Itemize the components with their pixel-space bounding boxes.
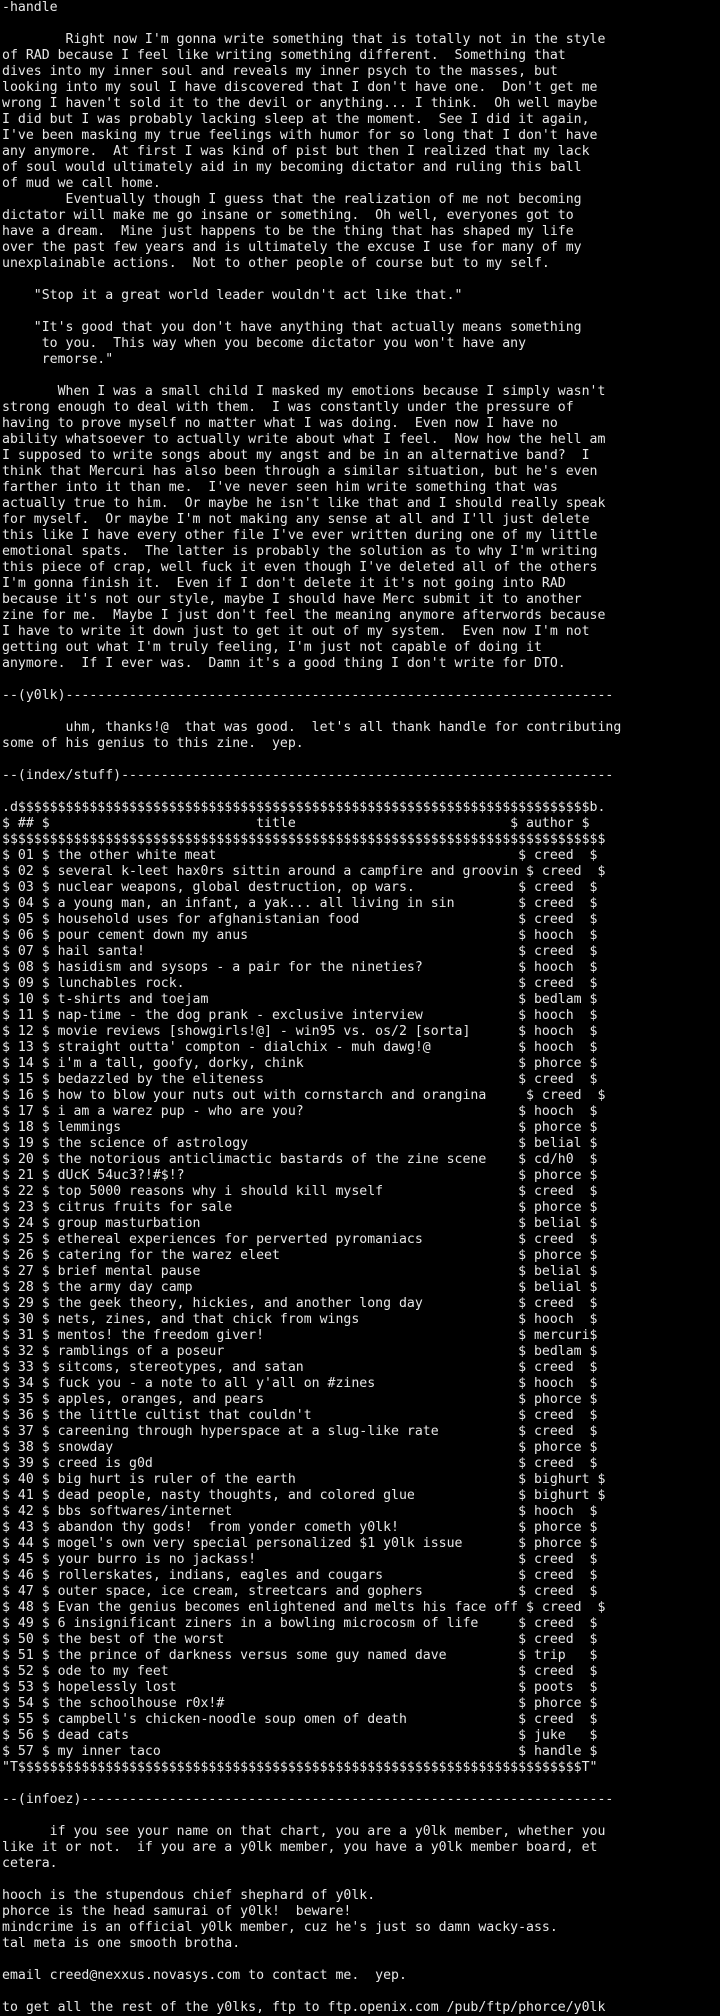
index-table-row: $ 48 $ Evan the genius becomes enlightened and melts his face off $ creed $ bbox=[2, 1600, 606, 1615]
text-line: like it or not. if you are a y0lk member, you have a y0lk member board, et bbox=[2, 1840, 598, 1855]
index-table-row: $ 52 $ ode to my feet $ creed $ bbox=[2, 1664, 598, 1679]
index-table-row: $ 49 $ 6 insignificant ziners in a bowling microcosm of life $ creed $ bbox=[2, 1616, 598, 1631]
index-table-row: $ 23 $ citrus fruits for sale $ phorce $ bbox=[2, 1200, 598, 1215]
index-table-row: $ 55 $ campbell's chicken-noodle soup omen of death $ creed $ bbox=[2, 1712, 598, 1727]
text-line: cetera. bbox=[2, 1856, 58, 1871]
text-line: strong enough to deal with them. I was constantly under the pressure of bbox=[2, 400, 574, 415]
text-line: Eventually though I guess that the realization of me not becoming bbox=[2, 192, 582, 207]
text-line bbox=[2, 672, 720, 688]
text-line: dictator will make me go insane or something. Oh well, everyones got to bbox=[2, 208, 574, 223]
text-line: zine for me. Maybe I just don't feel the meaning anymore afterwords because bbox=[2, 608, 606, 623]
index-table-row: $ 18 $ lemmings $ phorce $ bbox=[2, 1120, 598, 1135]
text-line: When I was a small child I masked my emotions because I simply wasn't bbox=[2, 384, 606, 399]
index-table-row: $ 04 $ a young man, an infant, a yak... all living in sin $ creed $ bbox=[2, 896, 598, 911]
index-table-row: $ 13 $ straight outta' compton - dialchix - muh dawg!@ $ hooch $ bbox=[2, 1040, 598, 1055]
index-table-row: $ 53 $ hopelessly lost $ poots $ bbox=[2, 1680, 598, 1695]
index-table-row: $ 41 $ dead people, nasty thoughts, and colored glue $ bighurt $ bbox=[2, 1488, 606, 1503]
text-line: dives into my inner soul and reveals my inner psych to the masses, but bbox=[2, 64, 558, 79]
text-line bbox=[2, 704, 720, 720]
text-line: this like I have every other file I've ever written during one of my little bbox=[2, 528, 598, 543]
index-table-row: $ 05 $ household uses for afghanistanian food $ creed $ bbox=[2, 912, 598, 927]
text-line: $$$$$$$$$$$$$$$$$$$$$$$$$$$$$$$$$$$$$$$$$$$$$$$$$$$$$$$$$$$$$$$$$$$$$$$$$$$$ bbox=[2, 832, 606, 847]
text-line bbox=[2, 784, 720, 800]
text-line: I supposed to write songs about my angst and be in an alternative band? I bbox=[2, 448, 590, 463]
index-table-row: $ 24 $ group masturbation $ belial $ bbox=[2, 1216, 598, 1231]
index-table-row: $ 43 $ abandon thy gods! from yonder cometh y0lk! $ phorce $ bbox=[2, 1520, 598, 1535]
text-line bbox=[2, 368, 720, 384]
index-table-row: $ 56 $ dead cats $ juke $ bbox=[2, 1728, 598, 1743]
text-line: any anymore. At first I was kind of pist but then I realized that my lack bbox=[2, 144, 590, 159]
text-line: Right now I'm gonna write something that is totally not in the style bbox=[2, 32, 606, 47]
text-line: over the past few years and is ultimately the excuse I use for many of my bbox=[2, 240, 582, 255]
text-line: unexplainable actions. Not to other people of course but to my self. bbox=[2, 256, 550, 271]
index-table-row: $ 26 $ catering for the warez eleet $ phorce $ bbox=[2, 1248, 598, 1263]
text-line: looking into my soul I have discovered that I don't have one. Don't get me bbox=[2, 80, 598, 95]
index-table-row: $ 07 $ hail santa! $ creed $ bbox=[2, 944, 598, 959]
text-line bbox=[2, 1776, 720, 1792]
text-line: "T$$$$$$$$$$$$$$$$$$$$$$$$$$$$$$$$$$$$$$$$$$$$$$$$$$$$$$$$$$$$$$$$$$$$$$$T" bbox=[2, 1760, 598, 1775]
index-table-row: $ 01 $ the other white meat $ creed $ bbox=[2, 848, 598, 863]
text-line: "Stop it a great world leader wouldn't act like that." bbox=[2, 288, 463, 303]
text-line: --(index/stuff)-------------------------------------------------------------- bbox=[2, 768, 614, 783]
index-table-row: $ 19 $ the science of astrology $ belial $ bbox=[2, 1136, 598, 1151]
text-line: phorce is the head samurai of y0lk! beware! bbox=[2, 1904, 352, 1919]
index-table-row: $ 40 $ big hurt is ruler of the earth $ bighurt $ bbox=[2, 1472, 606, 1487]
index-table-row: $ 42 $ bbs softwares/internet $ hooch $ bbox=[2, 1504, 598, 1519]
text-line: because it's not our style, maybe I should have Merc submit it to another bbox=[2, 592, 582, 607]
text-line: ability whatsoever to actually write about what I feel. Now how the hell am bbox=[2, 432, 606, 447]
index-table-row: $ 22 $ top 5000 reasons why i should kill myself $ creed $ bbox=[2, 1184, 598, 1199]
index-table-row: $ 54 $ the schoolhouse r0x!# $ phorce $ bbox=[2, 1696, 598, 1711]
index-table-row: $ 32 $ ramblings of a poseur $ bedlam $ bbox=[2, 1344, 598, 1359]
text-line bbox=[2, 16, 720, 32]
index-table-row: $ 03 $ nuclear weapons, global destruction, op wars. $ creed $ bbox=[2, 880, 598, 895]
text-line: anymore. If I ever was. Damn it's a good thing I don't write for DTO. bbox=[2, 656, 566, 671]
text-line: --(y0lk)--------------------------------------------------------------------- bbox=[2, 688, 614, 703]
text-line: if you see your name on that chart, you are a y0lk member, whether you bbox=[2, 1824, 606, 1839]
index-table-row: $ 57 $ my inner taco $ handle $ bbox=[2, 1744, 598, 1759]
index-table-row: $ 15 $ bedazzled by the eliteness $ creed $ bbox=[2, 1072, 598, 1087]
index-table-row: $ 34 $ fuck you - a note to all y'all on #zines $ hooch $ bbox=[2, 1376, 598, 1391]
text-line bbox=[2, 1984, 720, 2000]
text-line: farther into it than me. I've never seen him write something that was bbox=[2, 480, 558, 495]
index-table-row: $ 06 $ pour cement down my anus $ hooch $ bbox=[2, 928, 598, 943]
text-line: actually true to him. Or maybe he isn't like that and I should really speak bbox=[2, 496, 606, 511]
text-line: to get all the rest of the y0lks, ftp to ftp.openix.com /pub/ftp/phorce/y0lk bbox=[2, 2000, 606, 2015]
index-table-row: $ 38 $ snowday $ phorce $ bbox=[2, 1440, 598, 1455]
index-table-row: $ 31 $ mentos! the freedom giver! $ mercuri$ bbox=[2, 1328, 598, 1343]
text-line: have a dream. Mine just happens to be the thing that has shaped my life bbox=[2, 224, 574, 239]
text-line: -handle bbox=[2, 0, 58, 15]
index-table-row: $ 12 $ movie reviews [showgirls!@] - win95 vs. os/2 [sorta] $ hooch $ bbox=[2, 1024, 598, 1039]
index-table-row: $ 27 $ brief mental pause $ belial $ bbox=[2, 1264, 598, 1279]
text-line: I did but I was probably lacking sleep at the moment. See I did it again, bbox=[2, 112, 590, 127]
index-table-row: $ ## $ title $ author $ bbox=[2, 816, 590, 831]
text-line bbox=[2, 1872, 720, 1888]
text-line: I've been masking my true feelings with humor for so long that I don't have bbox=[2, 128, 598, 143]
index-table-row: $ 28 $ the army day camp $ belial $ bbox=[2, 1280, 598, 1295]
index-table-row: $ 51 $ the prince of darkness versus some guy named dave $ trip $ bbox=[2, 1648, 598, 1663]
text-line: I have to write it down just to get it out of my system. Even now I'm not bbox=[2, 624, 590, 639]
index-table-row: $ 09 $ lunchables rock. $ creed $ bbox=[2, 976, 598, 991]
index-table-row: $ 08 $ hasidism and sysops - a pair for the nineties? $ hooch $ bbox=[2, 960, 598, 975]
text-line bbox=[2, 272, 720, 288]
index-table-row: $ 46 $ rollerskates, indians, eagles and cougars $ creed $ bbox=[2, 1568, 598, 1583]
text-line: of RAD because I feel like writing something different. Something that bbox=[2, 48, 566, 63]
text-line: having to prove myself no matter what I was doing. Even now I have no bbox=[2, 416, 558, 431]
text-line: wrong I haven't sold it to the devil or anything... I think. Oh well maybe bbox=[2, 96, 598, 111]
text-line: hooch is the stupendous chief shephard of y0lk. bbox=[2, 1888, 376, 1903]
index-table-row: $ 35 $ apples, oranges, and pears $ phorce $ bbox=[2, 1392, 598, 1407]
index-table-row: $ 36 $ the little cultist that couldn't $ creed $ bbox=[2, 1408, 598, 1423]
index-table-row: $ 47 $ outer space, ice cream, streetcars and gophers $ creed $ bbox=[2, 1584, 598, 1599]
index-table-row: $ 20 $ the notorious anticlimactic bastards of the zine scene $ cd/h0 $ bbox=[2, 1152, 598, 1167]
text-line: emotional spats. The latter is probably the solution as to why I'm writing bbox=[2, 544, 598, 559]
index-table-row: $ 25 $ ethereal experiences for perverted pyromaniacs $ creed $ bbox=[2, 1232, 598, 1247]
index-table-row: $ 11 $ nap-time - the dog prank - exclusive interview $ hooch $ bbox=[2, 1008, 598, 1023]
index-table-row: $ 21 $ dUcK 54uc3?!#$!? $ phorce $ bbox=[2, 1168, 598, 1183]
index-table-row: $ 29 $ the geek theory, hickies, and another long day $ creed $ bbox=[2, 1296, 598, 1311]
text-line bbox=[2, 304, 720, 320]
text-line bbox=[2, 1952, 720, 1968]
text-line: for myself. Or maybe I'm not making any sense at all and I'll just delete bbox=[2, 512, 590, 527]
text-line: I'm gonna finish it. Even if I don't delete it it's not going into RAD bbox=[2, 576, 566, 591]
index-table-row: $ 30 $ nets, zines, and that chick from wings $ hooch $ bbox=[2, 1312, 598, 1327]
text-line: email creed@nexxus.novasys.com to contact me. yep. bbox=[2, 1968, 407, 1983]
text-line: "It's good that you don't have anything that actually means something bbox=[2, 320, 582, 335]
text-line: --(infoez)------------------------------------------------------------------- bbox=[2, 1792, 614, 1807]
text-line: of soul would ultimately aid in my becoming dictator and ruling this ball bbox=[2, 160, 582, 175]
text-line: of mud we call home. bbox=[2, 176, 161, 191]
index-table-row: $ 37 $ careening through hyperspace at a slug-like rate $ creed $ bbox=[2, 1424, 598, 1439]
text-line: getting out what I'm truly feeling, I'm just not capable of doing it bbox=[2, 640, 542, 655]
index-table-row: $ 16 $ how to blow your nuts out with cornstarch and orangina $ creed $ bbox=[2, 1088, 606, 1103]
text-line: think that Mercuri has also been through a similar situation, but he's even bbox=[2, 464, 598, 479]
text-line: uhm, thanks!@ that was good. let's all thank handle for contributing bbox=[2, 720, 622, 735]
index-table-row: $ 44 $ mogel's own very special personalized $1 y0lk issue $ phorce $ bbox=[2, 1536, 598, 1551]
index-table-row: $ 50 $ the best of the worst $ creed $ bbox=[2, 1632, 598, 1647]
index-table-row: $ 10 $ t-shirts and toejam $ bedlam $ bbox=[2, 992, 598, 1007]
text-line: to you. This way when you become dictator you won't have any bbox=[2, 336, 527, 351]
text-line: tal meta is one smooth brotha. bbox=[2, 1936, 241, 1951]
index-table-row: $ 14 $ i'm a tall, goofy, dorky, chink $ phorce $ bbox=[2, 1056, 598, 1071]
text-line bbox=[2, 752, 720, 768]
text-line: some of his genius to this zine. yep. bbox=[2, 736, 304, 751]
text-line bbox=[2, 1808, 720, 1824]
text-line: mindcrime is an official y0lk member, cuz he's just so damn wacky-ass. bbox=[2, 1920, 558, 1935]
index-table-row: $ 39 $ creed is g0d $ creed $ bbox=[2, 1456, 598, 1471]
text-line: remorse." bbox=[2, 352, 114, 367]
index-table-row: $ 17 $ i am a warez pup - who are you? $ hooch $ bbox=[2, 1104, 598, 1119]
text-line: .d$$$$$$$$$$$$$$$$$$$$$$$$$$$$$$$$$$$$$$$$$$$$$$$$$$$$$$$$$$$$$$$$$$$$$$$$b. bbox=[2, 800, 606, 815]
index-table-row: $ 33 $ sitcoms, stereotypes, and satan $ creed $ bbox=[2, 1360, 598, 1375]
text-line: this piece of crap, well fuck it even though I've deleted all of the others bbox=[2, 560, 598, 575]
index-table-row: $ 02 $ several k-leet hax0rs sittin around a campfire and groovin $ creed $ bbox=[2, 864, 606, 879]
index-table-row: $ 45 $ your burro is no jackass! $ creed $ bbox=[2, 1552, 598, 1567]
